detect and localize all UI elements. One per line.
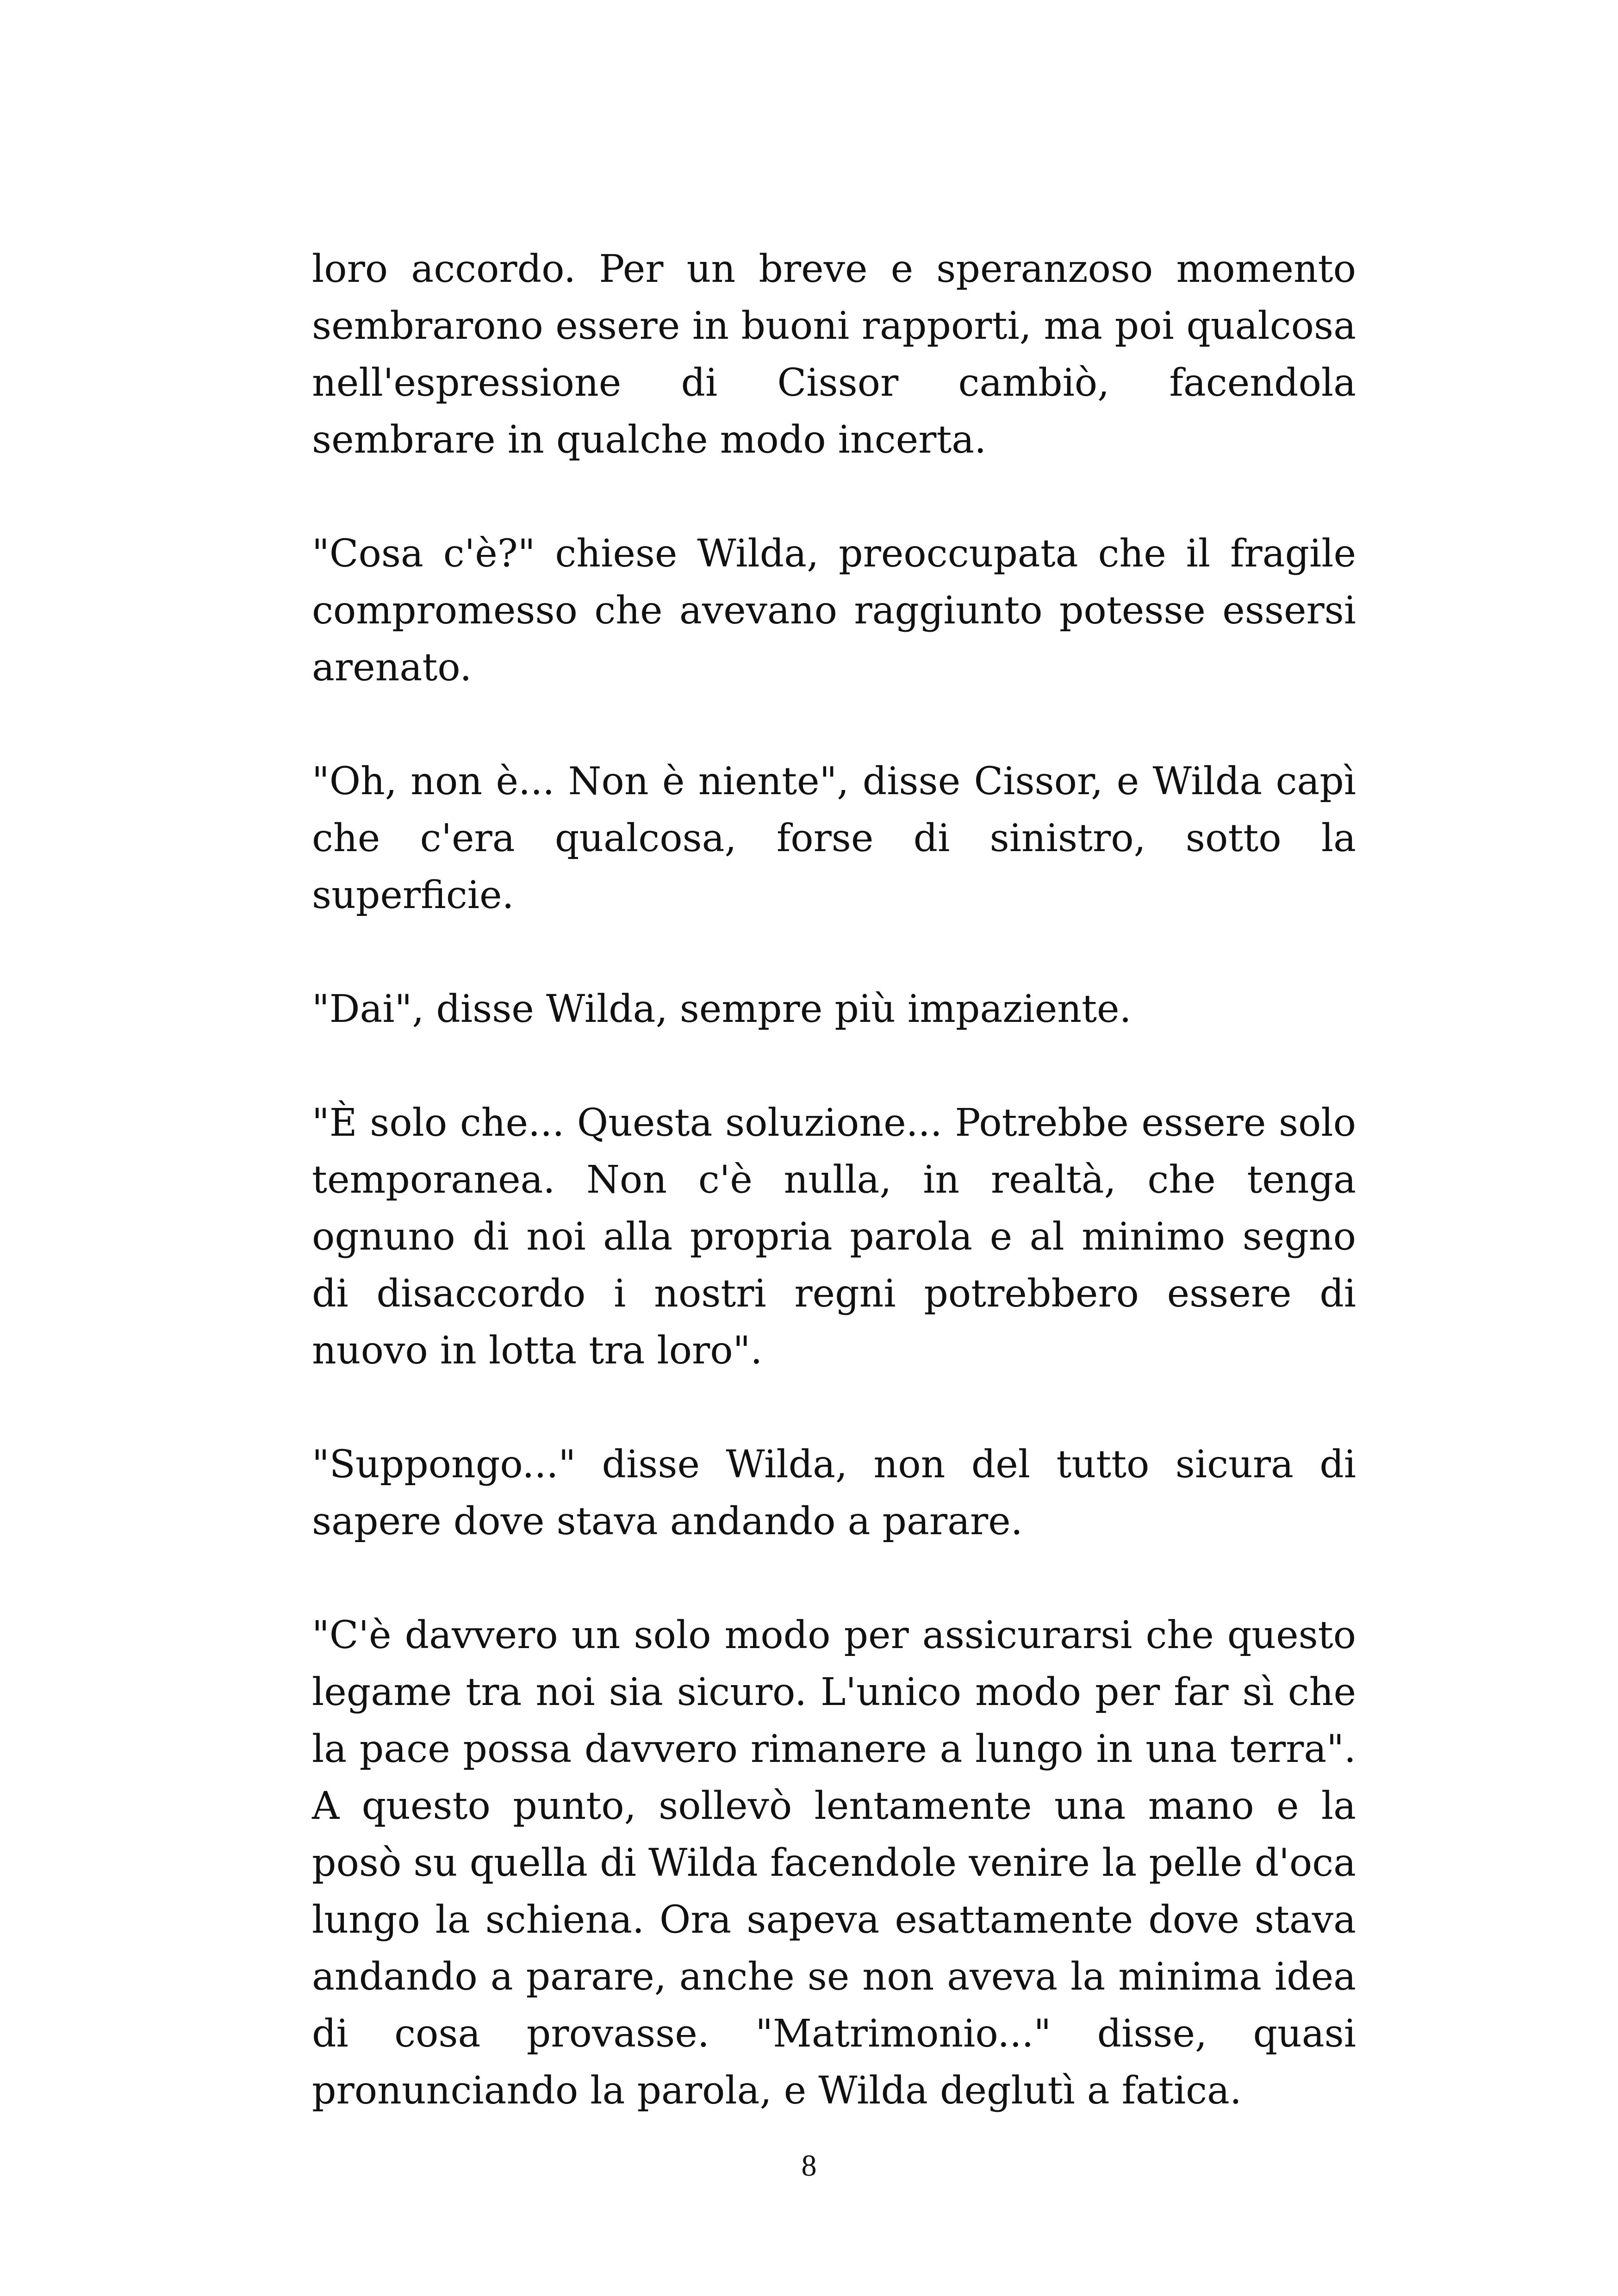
paragraph: "Cosa c'è?" chiese Wilda, preoccupata che il fragile compromesso che avevano raggiunto potesse essersi arenato. [312, 532, 1356, 690]
paragraph: "È solo che... Questa soluzione... Potrebbe essere solo temporanea. Non c'è nulla, in realtà, che tenga ognuno di noi alla propria parola e al minimo segno di disaccordo i nostri regni potrebbero essere di nuovo in lotta tra loro". [312, 1101, 1356, 1373]
paragraph: "C'è davvero un solo modo per assicurarsi che questo legame tra noi sia sicuro. L'unico modo per far sì che la pace possa davvero rimanere a lungo in una terra". A questo punto, sollevò lentamente una mano e la posò su quella di Wilda facendole venire la pelle d'oca lungo la schiena. Ora sapeva esattamente dove stava andando a parare, anche se non aveva la minima idea di cosa provasse. "Matrimonio..." disse, quasi pronunciando la parola, e Wilda deglutì a fatica. [312, 1613, 1356, 2113]
paragraph: "Oh, non è... Non è niente", disse Cissor, e Wilda capì che c'era qualcosa, forse di sinistro, sotto la superficie. [312, 759, 1356, 917]
paragraph: loro accordo. Per un breve e speranzoso momento sembrarono essere in buoni rapporti, ma poi qualcosa nell'espressione di Cissor cambiò, facendola sembrare in qualche modo incerta. [312, 247, 1356, 462]
page-number: 8 [801, 2149, 817, 2183]
paragraph: "Dai", disse Wilda, sempre più impaziente. [312, 987, 1132, 1031]
body-text [312, 241, 1356, 2176]
paragraph: "Suppongo..." disse Wilda, non del tutto sicura di sapere dove stava andando a parare. [312, 1443, 1356, 1543]
